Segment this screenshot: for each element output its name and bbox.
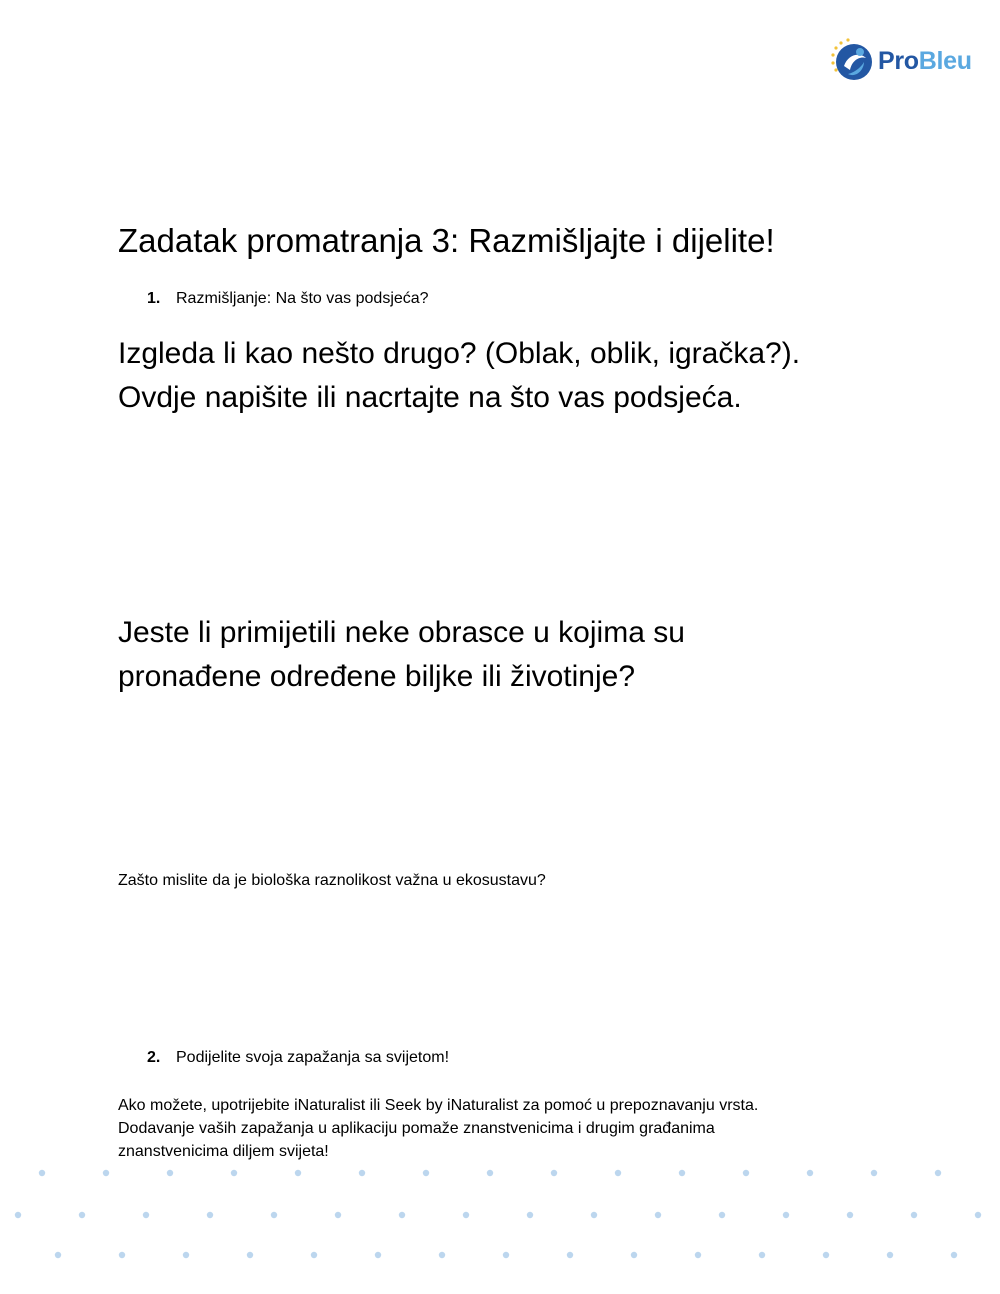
decorative-dot (887, 1252, 893, 1258)
prompt-shape-line-1: Izgleda li kao nešto drugo? (Oblak, oblik, igračka?). (118, 337, 801, 370)
decorative-dot (295, 1170, 301, 1176)
prompt-patterns (118, 611, 685, 699)
decorative-dot (271, 1212, 277, 1218)
decorative-dot (975, 1212, 981, 1218)
share-line-1: Ako možete, upotrijebite iNaturalist ili Seek by iNaturalist za pomoć u prepoznavanju vrsta. (118, 1097, 759, 1114)
decorative-dot (79, 1212, 85, 1218)
decorative-dot (183, 1252, 189, 1258)
prompt-shape (118, 332, 800, 420)
decorative-dot (207, 1212, 213, 1218)
decorative-dot (247, 1252, 253, 1258)
decorative-dot (311, 1252, 317, 1258)
page-title: Zadatak promatranja 3: Razmišljajte i dijelite! (118, 222, 775, 259)
prompt-patterns-line-2: pronađene određene biljke ili životinje? (118, 660, 636, 693)
decorative-dot (679, 1170, 685, 1176)
decorative-dot (359, 1170, 365, 1176)
decorative-dot (807, 1170, 813, 1176)
decorative-dot (167, 1170, 173, 1176)
decorative-dot (591, 1212, 597, 1218)
decorative-dot (847, 1212, 853, 1218)
decorative-dot (695, 1252, 701, 1258)
decorative-dot (759, 1252, 765, 1258)
prompt-shape-line-2: Ovdje napišite ili nacrtajte na što vas podsjeća. (118, 381, 742, 414)
decorative-dot (783, 1212, 789, 1218)
probleu-logo (830, 36, 972, 86)
decorative-dot (527, 1212, 533, 1218)
decorative-dot (143, 1212, 149, 1218)
list-item-1 (147, 289, 429, 309)
logo-wordmark (878, 47, 972, 76)
decorative-dot (375, 1252, 381, 1258)
decorative-dot (719, 1212, 725, 1218)
probleu-emblem-icon (830, 38, 874, 84)
list-item-2 (147, 1048, 449, 1068)
decorative-dot (15, 1212, 21, 1218)
decorative-dot (463, 1212, 469, 1218)
biodiversity-question: Zašto mislite da je biološka raznolikost važna u ekosustavu? (118, 872, 546, 889)
list-text-1: Razmišljanje: Na što vas podsjeća? (176, 290, 429, 307)
share-line-2: Dodavanje vaših zapažanja u aplikaciju pomaže znanstvenicima i drugim građanima (118, 1120, 715, 1137)
decorative-dot (655, 1212, 661, 1218)
decorative-dot (911, 1212, 917, 1218)
decorative-dot (119, 1252, 125, 1258)
prompt-patterns-line-1: Jeste li primijetili neke obrasce u kojima su (118, 616, 685, 649)
decorative-dot (743, 1170, 749, 1176)
decorative-dot (551, 1170, 557, 1176)
list-text-2: Podijelite svoja zapažanja sa svijetom! (176, 1049, 450, 1066)
decorative-dot (399, 1212, 405, 1218)
decorative-dot (55, 1252, 61, 1258)
decorative-dot (567, 1252, 573, 1258)
list-number-2: 2. (147, 1049, 161, 1066)
decorative-dot (503, 1252, 509, 1258)
decorative-dot (935, 1170, 941, 1176)
decorative-dot (631, 1252, 637, 1258)
decorative-dot (871, 1170, 877, 1176)
decorative-dot (39, 1170, 45, 1176)
decorative-dot (615, 1170, 621, 1176)
decorative-dot (335, 1212, 341, 1218)
logo-text-bleu: Bleu (918, 46, 972, 75)
decorative-dot (951, 1252, 957, 1258)
decorative-dot (103, 1170, 109, 1176)
decorative-dot (487, 1170, 493, 1176)
decorative-dot (439, 1252, 445, 1258)
decorative-dot (423, 1170, 429, 1176)
list-number-1: 1. (147, 290, 161, 307)
decorative-dot (231, 1170, 237, 1176)
share-line-3: znanstvenicima diljem svijeta! (118, 1143, 329, 1160)
decorative-dot (823, 1252, 829, 1258)
logo-text-pro: Pro (878, 46, 919, 75)
decorative-dot-pattern (0, 1150, 1000, 1280)
